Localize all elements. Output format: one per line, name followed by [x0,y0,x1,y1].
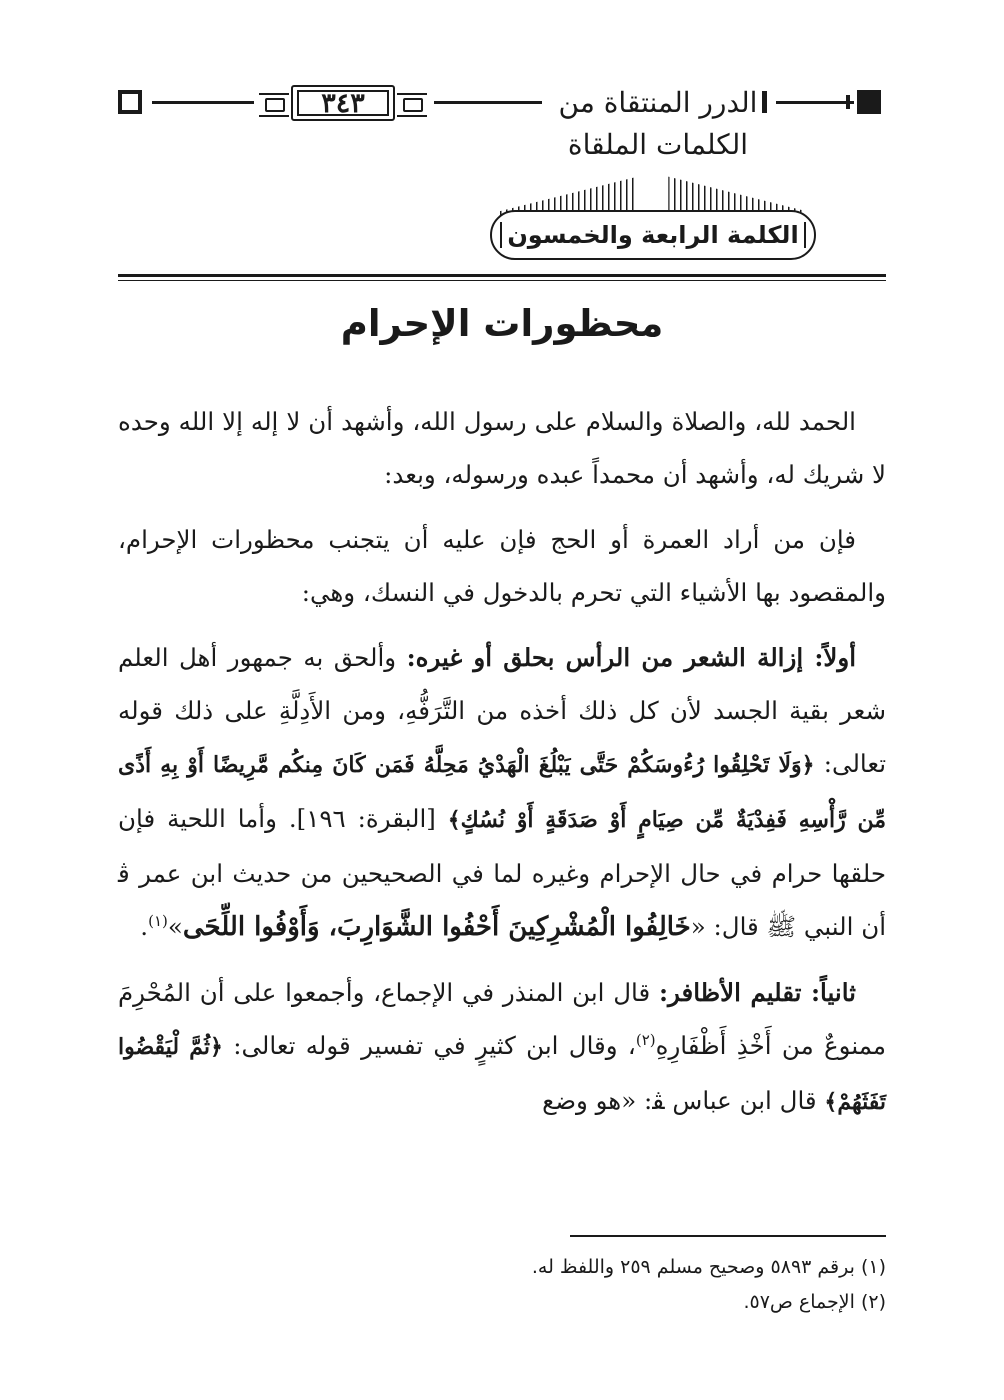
quote-close: » [167,912,183,941]
quran-verse: ﴿وَلَا تَحْلِقُوا رُءُوسَكُمْ حَتَّى يَبْلُغَ الْهَدْيُ مَحِلَّهُ فَمَن كَانَ مِنكُم مَّرِيضًا أَوْ بِهِ أَذًى مِّن رَّأْسِهِ فَفِدْيَةٌ مِّن صِيَامٍ أَوْ صَدَقَةٍ أَوْ نُسُكٍ﴾ [118,752,887,833]
paragraph-intro: الحمد لله، والصلاة والسلام على رسول الله، وأشهد أن لا إله إلا الله وحده لا شريك له، وأشهد أن محمداً عبده ورسوله، وبعد: [118,407,886,489]
footnote-marker: (١) [148,911,168,930]
running-title: الدرر المنتقاة من الكلمات الملقاة [558,86,758,161]
footnotes [118,1250,886,1320]
header-ornament-square-icon [118,90,142,114]
section-divider [118,274,886,281]
item-heading: أولاً: إزالة الشعر من الرأس بحلق أو غيره: [406,643,857,672]
body-text [118,395,886,1129]
quran-verse: ﴿ثُمَّ لْيَقْضُوا تَفَثَهُمْ﴾ [118,1034,886,1115]
header-rule [776,101,854,104]
page-title: محظورات الإحرام [340,302,664,345]
paragraph-text: قال ابن عباس ﭭ: «هو وضع [542,1086,825,1115]
chapter-label-box [490,172,816,262]
frame-ornament-icon [397,93,427,117]
footnote-separator [570,1235,886,1237]
header-rule [152,101,254,104]
paragraph-first-item [118,631,886,954]
footnote: (١) برقم ٥٨٩٣ وصحيح مسلم ٢٥٩ واللفظ له. [531,1256,886,1278]
paragraph-text: ، وقال ابن كثيرٍ في تفسير قوله تعالى: [222,1031,636,1060]
header-bar-icon [762,91,767,113]
page-number-frame [257,85,429,121]
item-heading: ثانياً: تقليم الأظافر: [658,978,856,1007]
footnote: (٢) الإجماع ص٥٧. [743,1291,886,1313]
verse-reference: [البقرة: ١٩٦] [296,804,448,833]
chapter-label: الكلمة الرابعة والخمسون [490,210,816,260]
paragraph-text: قال ابن المنذر في الإجماع، وأجمعوا على أن المُحْرِمَ ممنوعٌ من أَخْذِ أَظْفَارِهِ [118,978,886,1060]
paragraph-second-item [118,966,886,1129]
frame-ornament-icon [259,93,289,117]
page-header [112,82,887,161]
paragraph-preface: فإن من أراد العمرة أو الحج فإن عليه أن يتجنب محظورات الإحرام، والمقصود بها الأشياء التي تحرم بالدخول في النسك، وهي: [118,525,886,607]
header-rule [434,101,542,104]
footnote-marker: (٢) [635,1030,656,1049]
paragraph-text: وألحق به جمهور أهل العلم شعر بقية الجسد لأن كل ذلك أخذه من التَّرَفُّهِ، ومن الأَدِلَّةِ على ذلك قوله تعالى: [118,643,887,778]
page-number: ٣٤٣ [321,87,365,119]
paragraph-text: . وأما اللحية فإن حلقها حرام في حال الإحرام وغيره لما في الصحيحين من حديث ابن عمر ﭬ أن النبي ﷺ قال: « [118,804,886,941]
paragraph-end: . [140,912,149,941]
header-ornament-square-icon [857,90,881,114]
hadith-text: خَالِفُوا الْمُشْرِكِينَ أَحْفُوا الشَّوَارِبَ، وَأَوْفُوا اللِّحَى [182,912,691,942]
